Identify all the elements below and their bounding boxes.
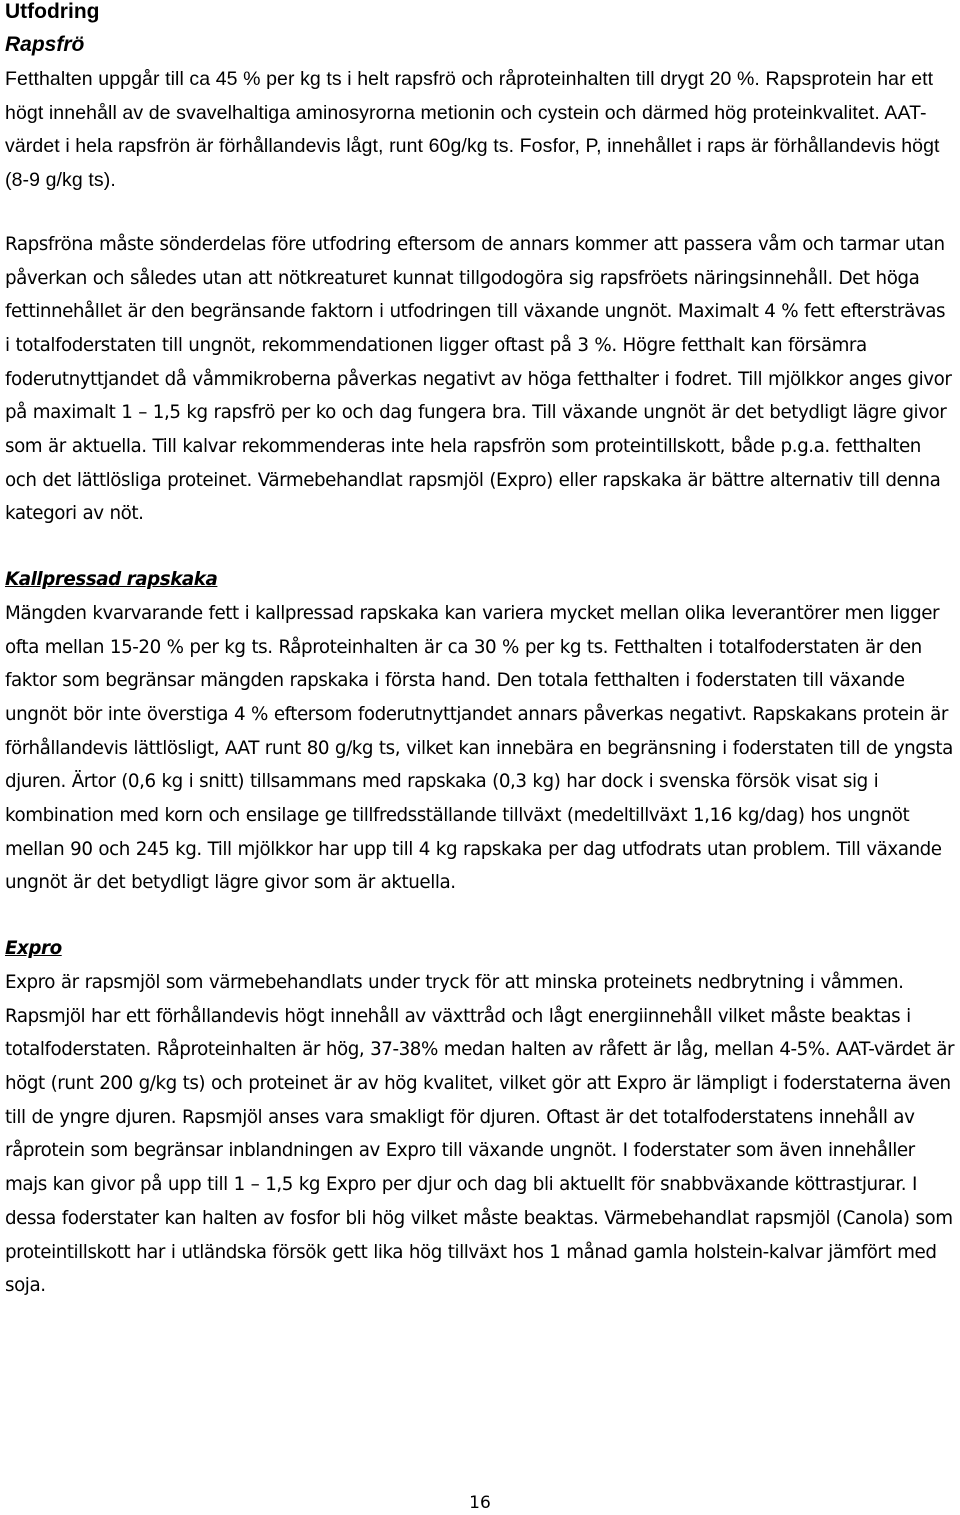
- kallpressad-rapskaka-paragraph: Mängden kvarvarande fett i kallpressad rapskaka kan variera mycket mellan olika leverantörer men ligger ofta mellan 15-20 % per kg ts. Råproteinhalten är ca 30 % per kg ts. Fetthalten i totalfoderstaten är den faktor som begränsar mängden rapskaka i första hand. Den totala fetthalten i foderstaten till växande ungnöt bör inte överstiga 4 % eftersom foderutnyttjandet annars påverkas negativt. Rapskakans protein är förhållandevis lättlösligt, AAT runt 80 g/kg ts, vilket kan innebära en begränsning i foderstaten till de yngsta djuren. Ärtor (0,6 kg i snitt) tillsammans med rapskaka (0,3 kg) har dock i svenska försök visat sig i kombination med korn och ensilage ge tillfredsställande tillväxt (medeltillväxt 1,16 kg/dag) hos ungnöt mellan 90 och 245 kg. Till mjölkkor har upp till 4 kg rapskaka per dag utfodrats utan problem. Till växande ungnöt är det betydligt lägre givor som är aktuella.: [5, 602, 953, 894]
- document-page: [5, 0, 955, 1303]
- expro-paragraph: Expro är rapsmjöl som värmebehandlats under tryck för att minska proteinets nedbrytning i våmmen. Rapsmjöl har ett förhållandevis högt innehåll av växttråd och lågt energiinnehåll vilket måste beaktas i totalfoderstaten. Råproteinhalten är hög, 37-38% medan halten av råfett är låg, mellan 4-5%. AAT-värdet är högt (runt 200 g/kg ts) och proteinet är av hög kvalitet, vilket gör att Expro är lämpligt i foderstaterna även till de yngre djuren. Rapsmjöl anses vara smakligt för djuren. Oftast är det totalfoderstatens innehåll av råprotein som begränsar inblandningen av Expro till växande ungnöt. I foderstater som även innehåller majs kan givor på upp till 1 – 1,5 kg Expro per djur och dag bli aktuellt för snabbväxande köttrastjurar. I dessa foderstater kan halten av fosfor bli hög vilket måste beaktas. Värmebehandlat rapsmjöl (Canola) som proteintillskott har i utländska försök gett lika hög tillväxt hos 1 månad gamla holstein-kalvar jämfört med soja.: [5, 971, 955, 1297]
- rapsfro-paragraph: Rapsfröna måste sönderdelas före utfodring eftersom de annars kommer att passera våm och tarmar utan påverkan och således utan att nötkreaturet kunnat tillgodogöra sig rapsfröets näringsinnehåll. Det höga fettinnehållet är den begränsande faktorn i utfodringen till växande ungnöt. Maximalt 4 % fett eftersträvas i totalfoderstaten till ungnöt, rekommendationen ligger oftast på 3 %. Högre fetthalt kan försämra foderutnyttjandet då våmmikroberna påverkas negativt av höga fetthalter i fodret. Till mjölkkor anges givor på maximalt 1 – 1,5 kg rapsfrö per ko och dag fungera bra. Till växande ungnöt är det betydligt lägre givor som är aktuella. Till kalvar rekommenderas inte hela rapsfrön som proteintillskott, både p.g.a. fetthalten och det lättlösliga proteinet. Värmebehandlat rapsmjöl (Expro) eller rapskaka är bättre alternativ till denna kategori av nöt.: [5, 233, 952, 525]
- section-heading-expro: Expro: [5, 938, 62, 960]
- page-title: Utfodring: [5, 0, 100, 23]
- section-heading-kallpressad-rapskaka: Kallpressad rapskaka: [5, 569, 218, 591]
- intro-paragraph: Fetthalten uppgår till ca 45 % per kg ts i helt rapsfrö och råproteinhalten till drygt 20 %. Rapsprotein har ett högt innehåll av de svavelhaltiga aminosyrorna metionin och cystein och därmed hög proteinkvalitet. AAT-värdet i hela rapsfrön är förhållandevis lågt, runt 60g/kg ts. Fosfor, P, innehållet i raps är förhållandevis högt (8-9 g/kg ts).: [5, 68, 940, 192]
- section-title-rapsfro: Rapsfrö: [5, 33, 85, 56]
- page-number: 16: [469, 1493, 491, 1513]
